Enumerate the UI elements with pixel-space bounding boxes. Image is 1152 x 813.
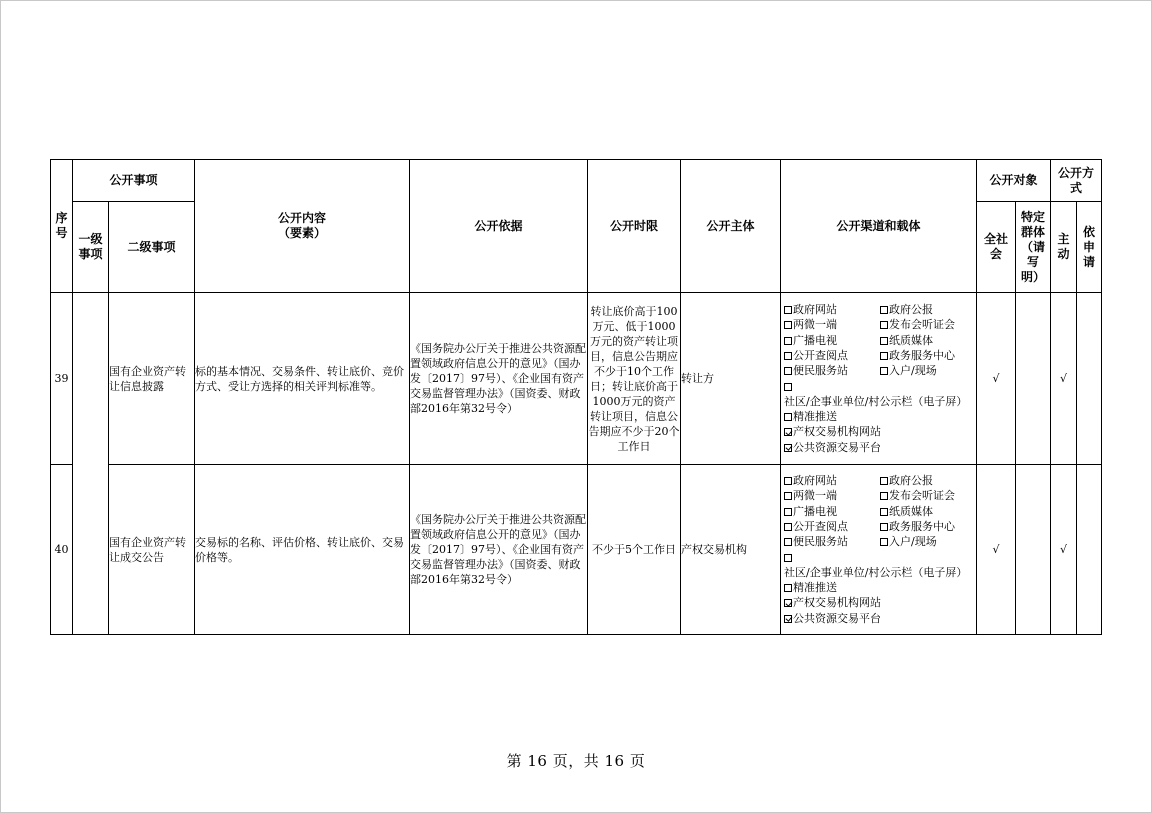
row-content: 标的基本情况、交易条件、转让底价、竞价方式、受让方选择的相关评判标准等。	[195, 293, 410, 465]
checkbox-icon	[784, 321, 792, 329]
row-method-active: √	[1051, 293, 1077, 465]
checkbox-icon	[784, 413, 792, 421]
checkbox-icon	[880, 352, 888, 360]
row-channels	[781, 293, 977, 465]
row-seq: 39	[51, 293, 73, 465]
row-basis: 《国务院办公厅关于推进公共资源配置领域政府信息公开的意见》（国办发〔2017〕97号）、《企业国有资产交易监督管理办法》（国资委、财政部2016年第32号令）	[410, 465, 588, 635]
row-time-limit: 不少于5个工作日	[588, 465, 681, 635]
target-specific-header: 特定群体（请写明）	[1016, 202, 1051, 293]
checkbox-icon	[784, 538, 792, 546]
basis-header: 公开依据	[410, 160, 588, 293]
time-limit-header: 公开时限	[588, 160, 681, 293]
row-method-request	[1077, 465, 1102, 635]
checkbox-icon	[880, 306, 888, 314]
checkbox-icon	[880, 508, 888, 516]
row-level2: 国有企业资产转让成交公告	[109, 465, 195, 635]
row-content: 交易标的名称、评估价格、转让底价、交易价格等。	[195, 465, 410, 635]
method-group-header: 公开方式	[1051, 160, 1102, 202]
row-seq: 40	[51, 465, 73, 635]
level1-header: 一级事项	[73, 202, 109, 293]
checkbox-icon	[784, 584, 792, 592]
page-number: 第 16 页，共 16 页	[506, 752, 646, 770]
row-level2: 国有企业资产转让信息披露	[109, 293, 195, 465]
content-header: 公开内容 （要素）	[195, 160, 410, 293]
row-method-active: √	[1051, 465, 1077, 635]
checkbox-icon	[784, 367, 792, 375]
target-group-header: 公开对象	[977, 160, 1051, 202]
table-row	[51, 465, 1102, 635]
row-channels	[781, 465, 977, 635]
channel-list: 政府网站 政府公报 两微一端 发布会听证会 广播电视 纸质媒体 公开查阅点 政务服务中心 便民服务站 入户/现场 社区/企事业单位/村公示栏（电子屏） 精准推送 产权交易机构网站 公共资源交易平台	[784, 303, 968, 454]
checkbox-icon	[784, 477, 792, 485]
checkbox-icon	[880, 367, 888, 375]
checkbox-icon	[880, 477, 888, 485]
row-target-all: √	[977, 465, 1016, 635]
checkbox-icon	[784, 523, 792, 531]
header-row-1	[51, 160, 1102, 202]
row-subject: 产权交易机构	[681, 465, 781, 635]
row-method-request	[1077, 293, 1102, 465]
row-time-limit: 转让底价高于100万元、低于1000万元的资产转让项目，信息公告期应不少于10个工作日；转让底价高于1000万元的资产转让项目，信息公告期应不少于20个工作日	[588, 293, 681, 465]
checked-checkbox-icon	[784, 444, 792, 452]
channels-header: 公开渠道和载体	[781, 160, 977, 293]
checkbox-icon	[784, 306, 792, 314]
row-target-specific	[1016, 293, 1051, 465]
subject-header: 公开主体	[681, 160, 781, 293]
checked-checkbox-icon	[784, 428, 792, 436]
method-request-header: 依申请	[1077, 202, 1102, 293]
level2-header: 二级事项	[109, 202, 195, 293]
level1-cell	[73, 293, 109, 635]
checkbox-icon	[880, 492, 888, 500]
row-target-specific	[1016, 465, 1051, 635]
checkbox-icon	[880, 321, 888, 329]
table-row	[51, 293, 1102, 465]
channel-list: 政府网站 政府公报 两微一端 发布会听证会 广播电视 纸质媒体 公开查阅点 政务服务中心 便民服务站 入户/现场 社区/企事业单位/村公示栏（电子屏） 精准推送 产权交易机构网站 公共资源交易平台	[784, 474, 968, 625]
items-group-header: 公开事项	[73, 160, 195, 202]
row-basis: 《国务院办公厅关于推进公共资源配置领域政府信息公开的意见》（国办发〔2017〕97号）、《企业国有资产交易监督管理办法》（国资委、财政部2016年第32号令）	[410, 293, 588, 465]
checkbox-icon	[880, 337, 888, 345]
checkbox-icon	[784, 337, 792, 345]
checked-checkbox-icon	[784, 615, 792, 623]
checkbox-icon	[784, 352, 792, 360]
checked-checkbox-icon	[784, 599, 792, 607]
method-active-header: 主动	[1051, 202, 1077, 293]
row-target-all: √	[977, 293, 1016, 465]
disclosure-table	[50, 159, 1102, 635]
checkbox-icon	[880, 538, 888, 546]
checkbox-icon	[784, 508, 792, 516]
checkbox-icon	[784, 554, 792, 562]
checkbox-icon	[784, 492, 792, 500]
checkbox-icon	[784, 383, 792, 391]
seq-header: 序号	[51, 160, 73, 293]
row-subject: 转让方	[681, 293, 781, 465]
checkbox-icon	[880, 523, 888, 531]
target-all-header: 全社会	[977, 202, 1016, 293]
